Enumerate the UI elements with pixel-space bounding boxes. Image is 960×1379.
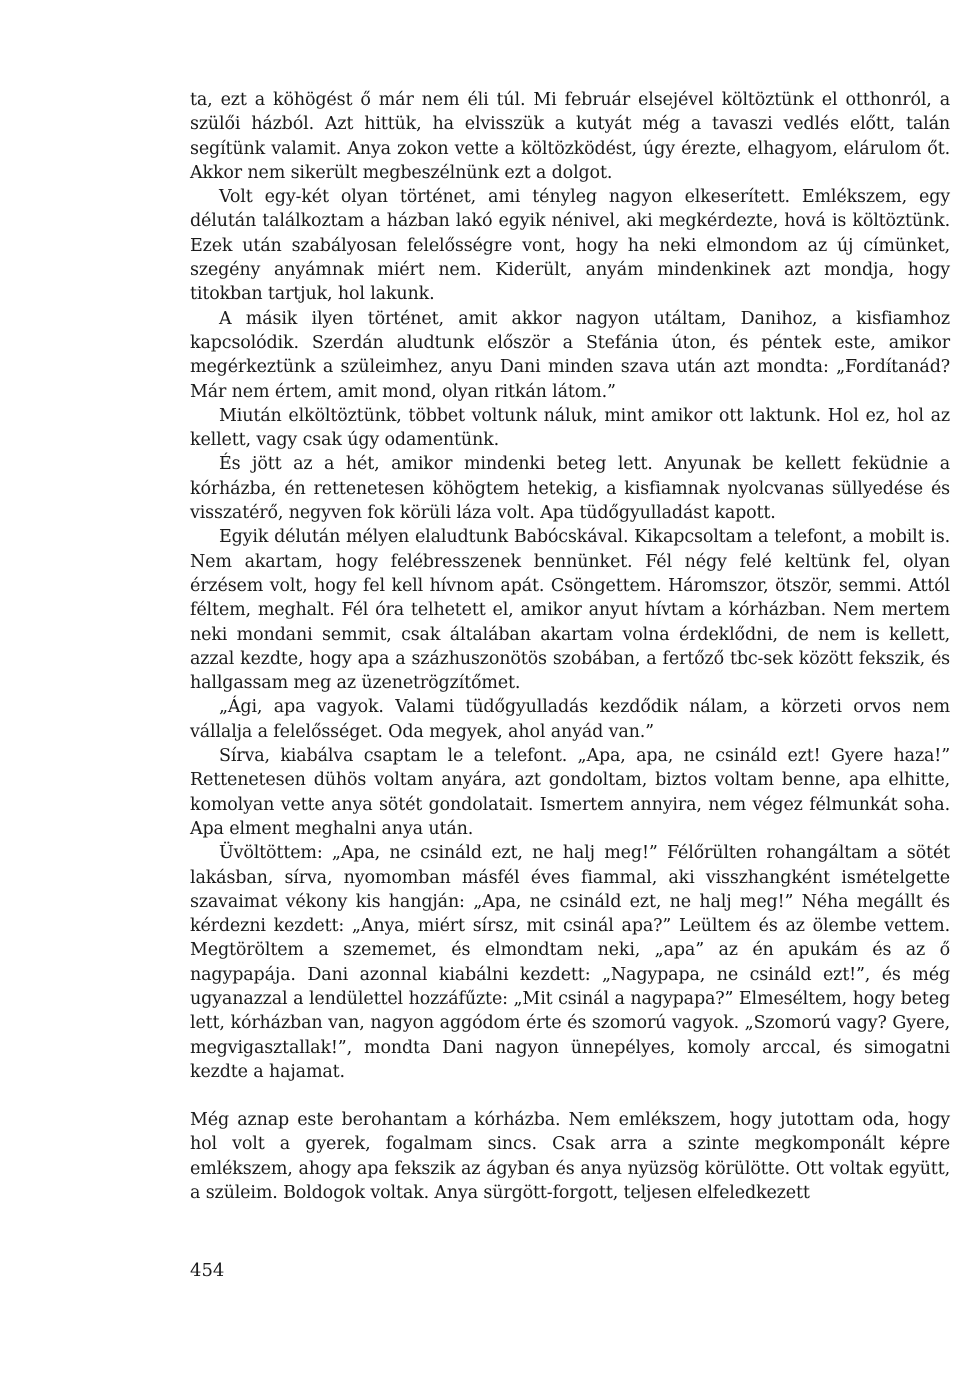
paragraph-8: Sírva, kiabálva csaptam le a telefont. „Apa, apa, ne csináld ezt! Gyere haza!” Rettenetesen dühös voltam anyára, azt gondoltam, biztos voltam benne, apa elhitte, komolyan vette anya sötét gondolatait. Ismertem annyira, nem végez félmunkát soha. Apa elment meghalni anya után. [190, 746, 950, 839]
paragraph-1: ta, ezt a köhögést ő már nem éli túl. Mi február elsejével költöztünk el otthonról, a szülői házból. Azt hittük, ha elvisszük a kutyát még a tavaszi vedlés előtt, talán segítünk valamit. Anya zokon vette a költözködést, úgy érezte, elhagyom, elárulom őt. Akkor nem sikerült megbeszélnünk ezt a dolgot. [190, 90, 950, 183]
paragraph-5: És jött az a hét, amikor mindenki beteg lett. Anyunak be kellett feküdnie a kórházba, én rettenetesen köhögtem hetekig, a kisfiamnak nyolcvanas süllyedése és visszatérő, negyven fok körüli láza volt. Apa tüdőgyulladást kapott. [190, 454, 950, 524]
paragraph-10: Még aznap este berohantam a kórházba. Nem emlékszem, hogy jutottam oda, hogy hol volt a gyerek, fogalmam sincs. Csak arra a szinte megkomponált képre emlékszem, ahogy apa fekszik az ágyban és anya nyüzsög körülötte. Ott voltak együtt, a szüleim. Boldogok voltak. Anya sürgött-forgott, teljesen elfeledkezett [190, 1110, 950, 1204]
page-number: 454 [190, 1260, 225, 1281]
paragraph-3: A másik ilyen történet, amit akkor nagyon utáltam, Danihoz, a kisfiamhoz kapcsolódik. Szerdán aludtunk először a Stefánia úton, és péntek este, amikor megérkeztünk a szüleimhez, anyu Dani minden szava után azt mondta: „Fordítanád? Már nem értem, amit mond, olyan ritkán látom.” [190, 308, 950, 402]
paragraph-6: Egyik délután mélyen elaludtunk Babócskával. Kikapcsoltam a telefont, a mobilt is. Nem akartam, hogy felébresszenek bennünket. Fél négy felé keltünk fel, olyan érzésem volt, hogy fel kell hívnom apát. Csöngettem. Háromszor, ötször, semmi. Attól féltem, meghalt. Fél óra telhetett el, amikor anyut hívtam a kórházban. Nem mertem neki mondani semmit, csak általában akartam volna érdeklődni, de nem is kellett, azzal kezdte, hogy apa a százhuszonötös szobában, a fertőző tbc-sek között fekszik, és hallgassam meg az üzenetrögzítőmet. [190, 527, 950, 694]
paragraph-7: „Ági, apa vagyok. Valami tüdőgyulladás kezdődik nálam, a körzeti orvos nem vállalja a felelősséget. Oda megyek, ahol anyád van.” [190, 697, 950, 742]
page-body [190, 88, 950, 1205]
paragraph-9: Üvöltöttem: „Apa, ne csináld ezt, ne halj meg!” Félőrülten rohangáltam a sötét lakásban, sírva, nyomomban másfél éves fiammal, aki visszhangként ismételgette szavaimat vékony kis hangján: „Apa, ne csináld ezt, ne halj meg!” Néha megállt és kérdezni kezdett: „Anya, miért sírsz, mit csinál apa?” Leültem és az ölembe vettem. Megtöröltem a szememet, és elmondtam neki, „apa” az én apukám és az ő nagypapája. Dani azonnal kiabálni kezdett: „Nagypapa, ne csináld ezt!”, és még ugyanazzal a lendülettel hozzáfűzte: „Mit csinál a nagypapa?” Elmeséltem, hogy beteg lett, kórházban van, nagyon aggódom érte és szomorú vagyok. „Szomorú vagy? Gyere, megvigasztallak!”, mondta Dani nagyon ünnepélyes, komoly arccal, és simogatni kezdte a hajamat. [190, 843, 950, 1082]
paragraph-2: Volt egy-két olyan történet, ami tényleg nagyon elkeserített. Emlékszem, egy délután találkoztam a házban lakó egyik nénivel, aki megkérdezte, hová is költöztünk. Ezek után szabályosan felelősségre vont, hogy ha neki elmondom az új címünket, szegény anyámnak miért nem. Kiderült, anyám mindenkinek azt mondja, hogy titokban tartjuk, hol lakunk. [190, 187, 950, 305]
section-break [190, 1084, 950, 1108]
paragraph-4: Miután elköltöztünk, többet voltunk náluk, mint amikor ott laktunk. Hol ez, hol az kellett, vagy csak úgy odamentünk. [190, 405, 950, 451]
